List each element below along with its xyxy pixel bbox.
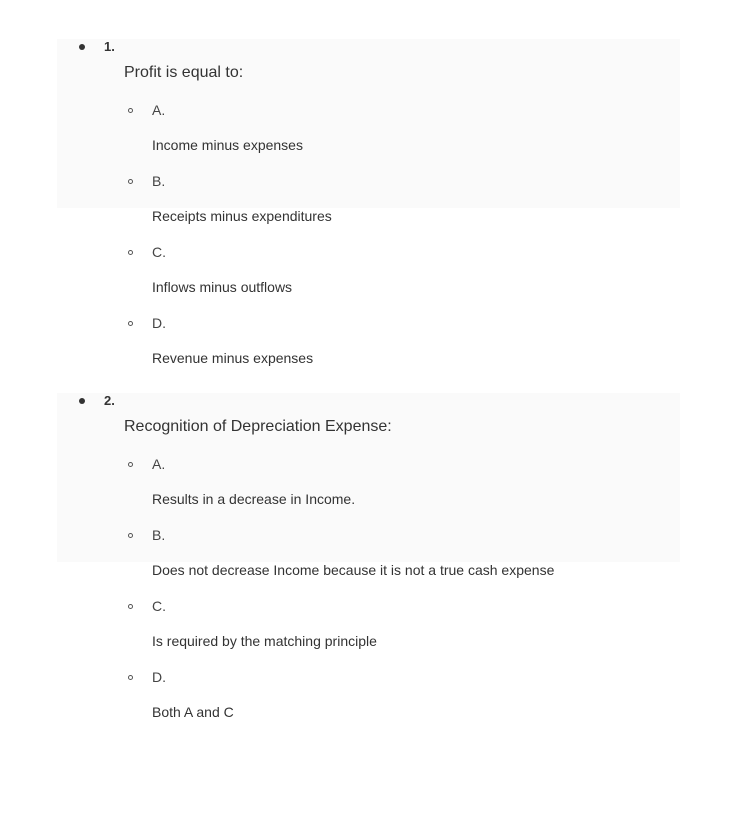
- option-bullet-icon: [128, 675, 133, 680]
- question-2-number: 2.: [104, 393, 115, 408]
- option-bullet-icon: [128, 321, 133, 326]
- option-letter: C.: [152, 244, 166, 260]
- question-1-bullet: [79, 44, 85, 50]
- option-letter: D.: [152, 669, 166, 685]
- option-letter: C.: [152, 598, 166, 614]
- option-text: Is required by the matching principle: [152, 633, 377, 649]
- option-text: Revenue minus expenses: [152, 350, 314, 366]
- option-bullet-icon: [128, 462, 133, 467]
- option-letter: A.: [152, 456, 166, 472]
- option-bullet-icon: [128, 179, 133, 184]
- option-text: Receipts minus expenditures: [152, 208, 332, 224]
- question-1-text: Profit is equal to:: [124, 64, 244, 81]
- option-bullet-icon: [128, 250, 133, 255]
- option-bullet-icon: [128, 604, 133, 609]
- option-text: Both A and C: [152, 704, 234, 720]
- question-2-bullet: [79, 398, 85, 404]
- option-letter: B.: [152, 527, 166, 543]
- option-bullet-icon: [128, 108, 133, 113]
- option-letter: A.: [152, 102, 166, 118]
- option-text: Income minus expenses: [152, 137, 303, 153]
- option-text: Results in a decrease in Income.: [152, 491, 356, 507]
- option-text: Inflows minus outflows: [152, 279, 293, 295]
- option-bullet-icon: [128, 533, 133, 538]
- question-1-number: 1.: [104, 39, 115, 54]
- question-2-text: Recognition of Depreciation Expense:: [124, 418, 392, 435]
- option-text: Does not decrease Income because it is not a true cash expense: [152, 562, 555, 578]
- option-letter: D.: [152, 315, 166, 331]
- option-letter: B.: [152, 173, 166, 189]
